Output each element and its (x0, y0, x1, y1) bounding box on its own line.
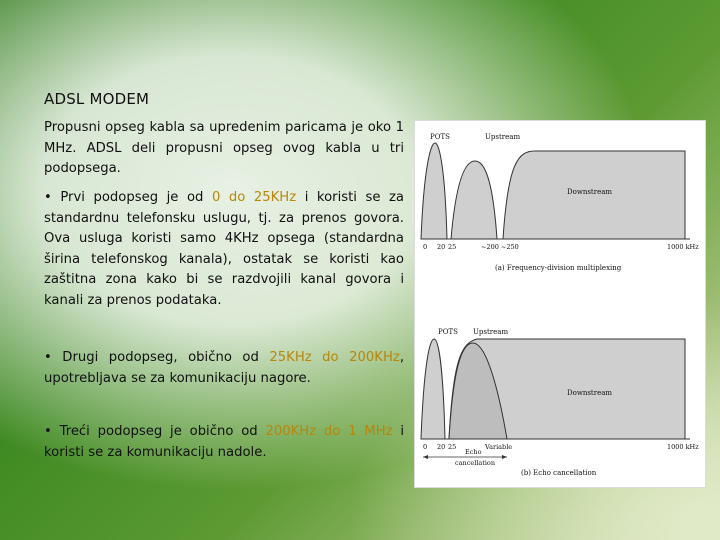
ec-echo-label-2: cancellation (455, 459, 496, 467)
slide-title: ADSL MODEM (44, 90, 150, 108)
bullet-first-range: 0 do 25KHz (211, 190, 297, 205)
fdm-downstream-label: Downstream (567, 188, 613, 196)
ec-pots-band (421, 339, 445, 439)
fdm-tick-1000: 1000 kHz (667, 243, 699, 251)
ec-upstream-label: Upstream (473, 328, 509, 336)
ec-echo-label-1: Echo (465, 448, 482, 456)
bullet-first-prefix: • Prvi podopseg je od (44, 190, 212, 205)
ec-echo-arrowhead-left (423, 455, 428, 459)
fdm-pots-label: POTS (430, 133, 450, 141)
ec-caption: (b) Echo cancellation (521, 469, 597, 477)
bullet-second-suffix: , upotrebljava se za komunikaciju nagore. (44, 350, 405, 386)
fdm-caption: (a) Frequency-division multiplexing (495, 264, 622, 272)
ec-echo-arrowhead-right (502, 455, 507, 459)
bullet-third-suffix: i koristi se za komunikaciju nadole. (44, 424, 404, 460)
echo-cancellation-diagram (421, 328, 699, 477)
ec-downstream-label: Downstream (567, 389, 613, 397)
intro-paragraph (44, 118, 404, 180)
fdm-upstream-band (451, 161, 497, 239)
bullet-third-subband (44, 422, 404, 463)
bullet-first-subband (44, 188, 404, 311)
bullet-first-suffix: i koristi se za standardnu telefonsku uslugu, tj. za prenos govora. Ova usluga koristi samo 4KHz opsega (standardna širina telefonskog kanala), ostatak se koristi kao zaštitna zona kako bi se razdvojili kanal govora i kanali za prenos podataka. (44, 190, 405, 308)
fdm-diagram (421, 133, 699, 272)
ec-tick-variable: Variable (485, 443, 513, 451)
fdm-tick-20: 20 (437, 243, 446, 251)
bullet-second-subband (44, 348, 404, 389)
fdm-upstream-label: Upstream (485, 133, 521, 141)
bullet-second-range: 25KHz do 200KHz (269, 350, 400, 365)
adsl-spectrum-svg (415, 121, 705, 487)
adsl-spectrum-figure (414, 120, 706, 488)
intro-text: Propusni opseg kabla sa upredenim paricama je oko 1 MHz. ADSL deli propusni opseg ovog kabla u tri podopsega. (44, 120, 404, 176)
ec-pots-label: POTS (438, 328, 458, 336)
bullet-third-range: 200KHz do 1 MHz (265, 424, 393, 439)
ec-tick-20: 20 (437, 443, 446, 451)
fdm-pots-band (421, 143, 447, 239)
ec-tick-1000: 1000 kHz (667, 443, 699, 451)
fdm-tick-0: 0 (423, 243, 428, 251)
fdm-tick-25: 25 (448, 243, 457, 251)
bullet-second-prefix: • Drugi podopseg, obično od (44, 350, 270, 365)
ec-tick-0: 0 (423, 443, 428, 451)
fdm-tick-200: ~200 ~250 (481, 243, 519, 251)
bullet-third-prefix: • Treći podopseg je obično od (44, 424, 266, 439)
ec-tick-25: 25 (448, 443, 457, 451)
